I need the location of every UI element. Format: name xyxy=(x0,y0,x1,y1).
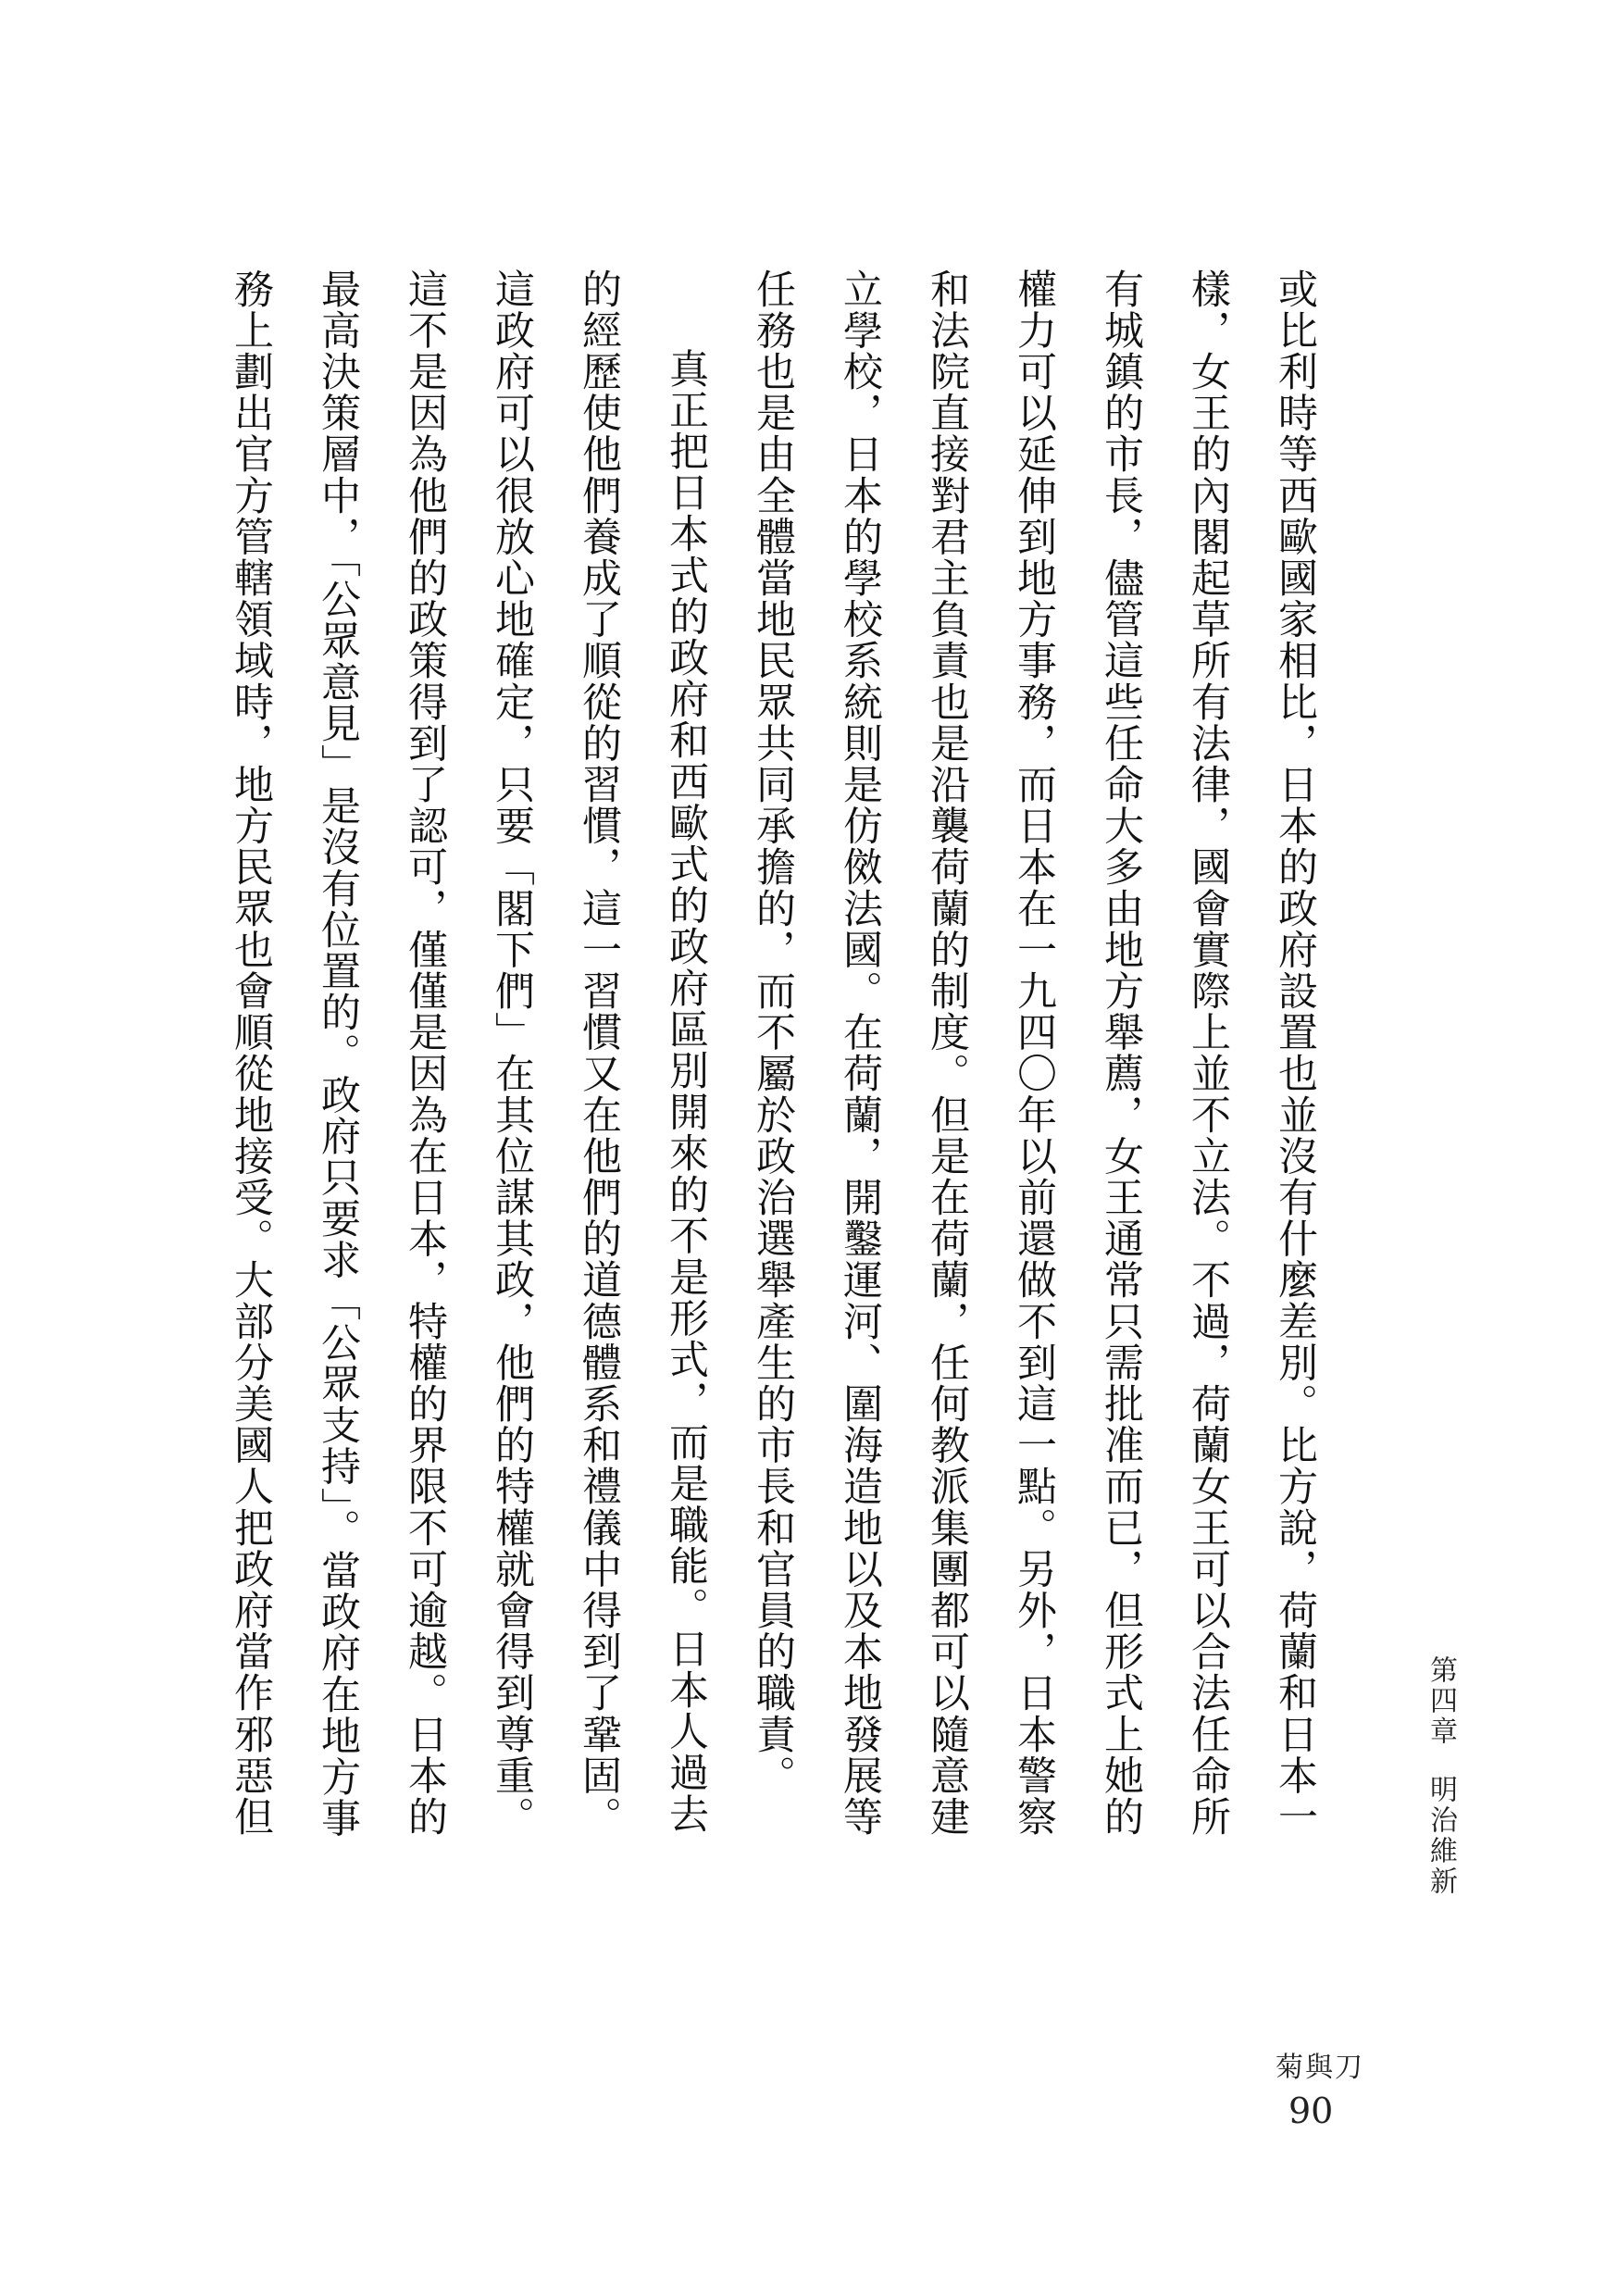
paragraph-2: 真正把日本式的政府和西歐式的政府區別開來的不是形式，而是職能。日本人過去的經歷使他們養成了順從的習慣，這一習慣又在他們的道德體系和禮儀中得到了鞏固。這政府可以很放心地確定，只要「閣下們」在其位謀其政，他們的特權就會得到尊重。這不是因為他們的政策得到了認可，僅僅是因為在日本，特權的界限不可逾越。日本的最高決策層中，「公眾意見」是沒有位置的。政府只要求「公眾支持」。當政府在地方事務上劃出官方管轄領域時，地方民眾也會順從地接受。大部分美國人把政府當作邪惡但 xyxy=(228,268,709,1840)
chapter-number: 第四章 xyxy=(1425,1655,1457,1747)
chapter-title: 明治維新 xyxy=(1425,1775,1457,1897)
body-text xyxy=(228,268,1338,1842)
page-number: 90 xyxy=(1288,2090,1334,2131)
paragraph-1: 或比利時等西歐國家相比，日本的政府設置也並沒有什麼差別。比方說，荷蘭和日本一樣，女王的內閣起草所有法律，國會實際上並不立法。不過，荷蘭女王可以合法任命所有城鎮的市長，儘管這些任命大多由地方舉薦，女王通常只需批准而已，但形式上她的權力可以延伸到地方事務，而日本在一九四〇年以前還做不到這一點。另外，日本警察和法院直接對君主負責也是沿襲荷蘭的制度。但是在荷蘭，任何教派集團都可以隨意建立學校，日本的學校系統則是仿傚法國。在荷蘭，開鑿運河、圍海造地以及本地發展等任務也是由全體當地民眾共同承擔的，而不屬於政治選舉產生的市長和官員的職責。 xyxy=(750,268,1318,1838)
running-head xyxy=(1420,1655,1461,1897)
book-title: 菊與刀 xyxy=(1276,2052,1364,2084)
